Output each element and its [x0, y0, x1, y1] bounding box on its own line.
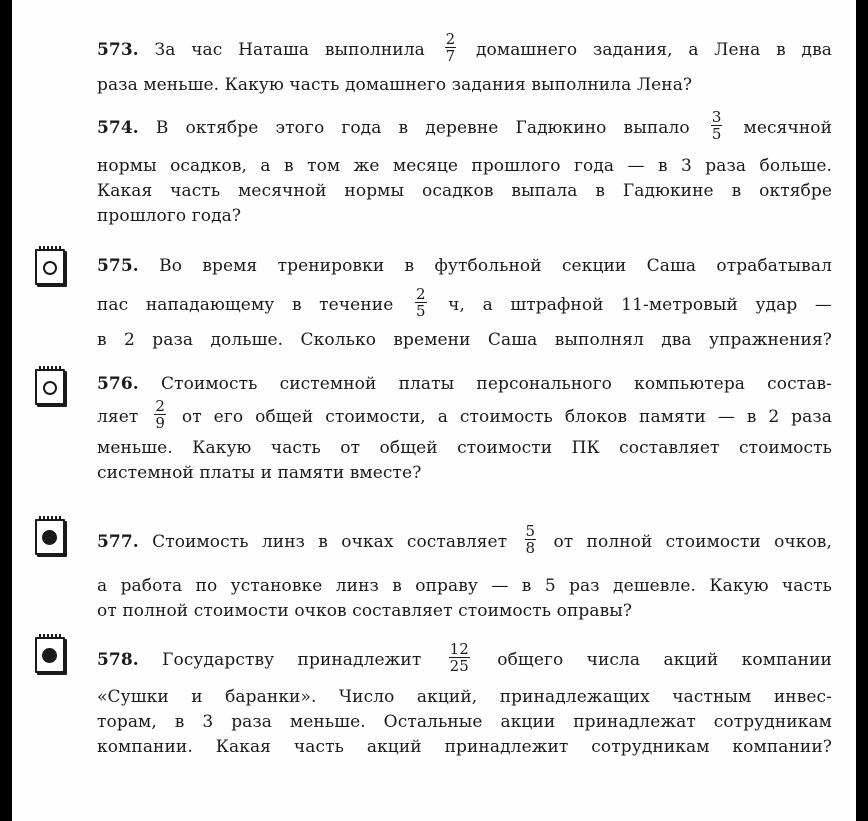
numerator: 12: [449, 640, 469, 658]
problem-line: меньше. Какую часть от общей стоимости ПК составляет стоимость: [97, 438, 832, 458]
problem-574: [97, 108, 833, 229]
problem-number: 577.: [97, 532, 139, 552]
numerator: 5: [525, 522, 536, 540]
text-segment: За час Наташа выполнила: [154, 40, 425, 60]
problem-line: в 2 раза дольше. Сколько времени Саша выполнял два упражнения?: [97, 330, 832, 350]
fraction: [525, 523, 537, 556]
fraction: [711, 109, 723, 142]
text-segment: Стоимость линз в очках составляет: [152, 532, 508, 552]
numerator: 2: [415, 285, 426, 303]
problem-line: [97, 372, 832, 397]
denominator: 8: [525, 539, 536, 557]
problem-578: [97, 640, 832, 760]
notebook-dot-icon: [35, 519, 65, 555]
problem-line: а работа по установке линз в оправу — в 5 раз дешевле. Какую часть: [97, 576, 832, 596]
numerator: 2: [445, 30, 456, 48]
text-segment: от его общей стоимости, а стоимость блоков памяти — в 2 раза: [181, 407, 833, 427]
problem-577: [97, 522, 832, 624]
problem-number: 575.: [97, 256, 139, 276]
denominator: 9: [155, 414, 165, 432]
text-segment: Стоимость системной платы персонального компьютера состав-: [160, 374, 832, 394]
problem-line: [97, 30, 832, 67]
numerator: 2: [155, 397, 165, 415]
problem-line: «Сушки и баранки». Число акций, принадлежащих частным инвес-: [97, 687, 832, 707]
problem-line: раза меньше. Какую часть домашнего задания выполнила Лена?: [97, 75, 693, 95]
fraction: [154, 398, 166, 431]
problem-number: 576.: [97, 374, 139, 394]
problem-576: [97, 372, 832, 486]
fraction: [415, 286, 427, 319]
text-segment: от полной стоимости очков,: [553, 532, 832, 552]
text-segment: месячной: [743, 118, 833, 138]
numerator: 3: [711, 108, 722, 126]
problem-number: 573.: [97, 40, 139, 60]
problem-575: [97, 254, 832, 353]
problem-line: компании. Какая часть акций принадлежит сотрудникам компании?: [97, 737, 832, 757]
problem-line: [97, 108, 833, 145]
problem-line: нормы осадков, а в том же месяце прошлого года — в 3 раза больше.: [97, 156, 832, 176]
notebook-dot-icon: [35, 637, 65, 673]
text-segment: домашнего задания, а Лена в два: [475, 40, 832, 60]
text-segment: Государству принадлежит: [162, 650, 422, 670]
denominator: 5: [711, 125, 722, 143]
text-segment: Во время тренировки в футбольной секции Саша отрабатывал: [159, 256, 832, 276]
denominator: 25: [449, 657, 469, 675]
problem-line: [97, 640, 832, 677]
problem-573: [97, 30, 832, 98]
problem-line: от полной стоимости очков составляет стоимость оправы?: [97, 601, 633, 621]
fraction: [449, 641, 470, 674]
denominator: 5: [415, 302, 426, 320]
problem-line: [97, 397, 833, 434]
problem-line: [97, 522, 832, 559]
text-segment: общего числа акций компании: [497, 650, 832, 670]
problem-number: 574.: [97, 118, 139, 138]
text-segment: ляет: [97, 407, 139, 427]
notebook-circle-icon: [35, 249, 65, 285]
problem-number: 578.: [97, 650, 139, 670]
text-segment: ч, а штрафной 11-метровый удар —: [448, 295, 832, 315]
textbook-page: [12, 0, 856, 821]
denominator: 7: [445, 47, 456, 65]
problem-line: торам, в 3 раза меньше. Остальные акции принадлежат сотрудникам: [97, 712, 832, 732]
problem-line: прошлого года?: [97, 206, 242, 226]
problem-line: системной платы и памяти вместе?: [97, 463, 422, 483]
fraction: [445, 31, 457, 64]
problem-line: [97, 285, 832, 322]
problem-line: [97, 254, 832, 279]
notebook-circle-icon: [35, 369, 65, 405]
text-segment: В октябре этого года в деревне Гадюкино выпало: [155, 118, 690, 138]
text-segment: пас нападающему в течение: [97, 295, 394, 315]
problem-line: Какая часть месячной нормы осадков выпала в Гадюкине в октябре: [97, 181, 832, 201]
